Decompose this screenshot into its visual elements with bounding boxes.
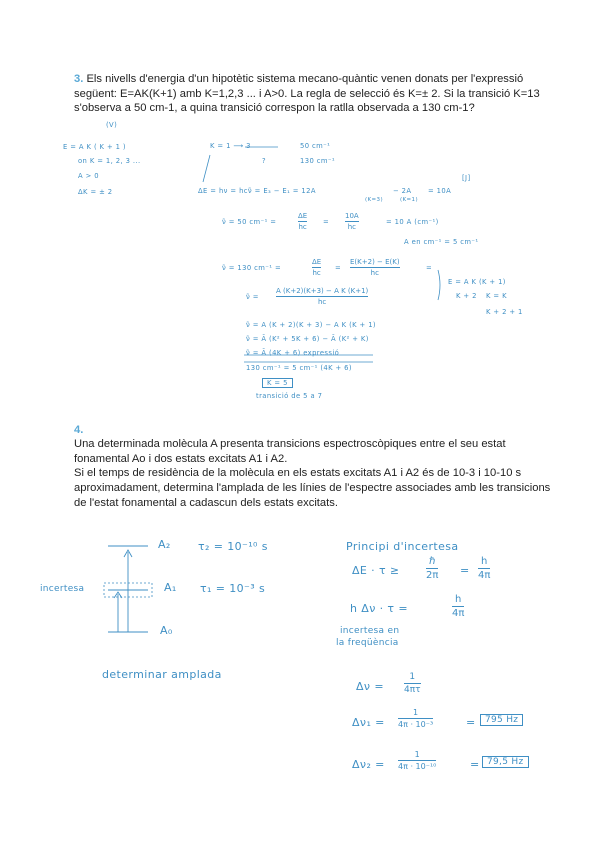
r5-eq: = <box>470 758 480 771</box>
r2-lhs: h Δν · τ = <box>350 602 408 615</box>
q3-wavenumber-50: 50 cm⁻¹ <box>300 142 331 150</box>
q3-result-note: transició de 5 a 7 <box>256 392 323 400</box>
question-4-number: 4. <box>74 423 84 436</box>
q3-eq3-eq: = <box>335 264 342 272</box>
q3-eq3-eq2: = <box>426 264 433 272</box>
q3-given-v: (V) <box>106 121 118 129</box>
q3-eq4-frac: A (K+2)(K+3) − A K (K+1) hc <box>276 287 369 306</box>
q3-eq3-lhs: ν̃ = 130 cm⁻¹ = <box>222 264 282 272</box>
q3-eq3-note-k3: K + 2 + 1 <box>486 308 523 316</box>
q3-eq2-frac1: ΔE hc <box>298 212 308 231</box>
q3-step-4: 130 cm⁻¹ = 5 cm⁻¹ (4K + 6) <box>246 364 352 372</box>
q3-given-a: A > 0 <box>78 172 99 180</box>
q3-eq3-note-k: K = K <box>486 292 507 300</box>
q3-wavenumber-130: 130 cm⁻¹ <box>300 157 336 165</box>
question-3-number: 3. <box>74 73 84 85</box>
q3-given-k: on K = 1, 2, 3 ... <box>78 157 141 165</box>
q3-given-dk: ΔK = ± 2 <box>78 188 113 196</box>
question-3-text: Els nivells d'energia d'un hipotètic sistema mecano-quàntic venen donats per l'expressió següent: E=AK(K+1) amb K=1,2,3 ... i A>0. La regla de selecció és K=± 2. Si la transició K=13 s'observa a 50 cm-1, a quina transició correspon la ratlla observada a 130 cm-1? <box>74 73 540 115</box>
r2-frac: h 4π <box>452 594 465 619</box>
r2-note-1: incertesa en <box>340 626 400 636</box>
q3-eq2-lhs: ν̃ = 50 cm⁻¹ = <box>222 218 277 226</box>
q3-step-3: ν̃ = Ã (4K + 6) expressió <box>246 349 340 357</box>
q3-eq2-rhs: = 10 A (cm⁻¹) <box>386 218 439 226</box>
q3-eq3-note-energy: E = A K (K + 1) <box>448 278 506 286</box>
q3-step-1: ν̃ = A (K + 2)(K + 3) − A K (K + 1) <box>246 321 376 329</box>
r3-frac: 1 4πτ <box>404 672 421 695</box>
incertesa-label: incertesa <box>40 584 85 594</box>
q3-eq1-k3: (K=3) <box>365 197 384 203</box>
q3-eq4-lhs: ν̃ = <box>246 293 259 301</box>
level-a2-label: A₂ <box>158 538 171 551</box>
r2-note-2: la freqüència <box>336 638 399 648</box>
q3-eq2-sub: A en cm⁻¹ = 5 cm⁻¹ <box>404 238 479 246</box>
q3-eq1-minus: − 2A <box>393 187 412 195</box>
tau-2: τ₂ = 10⁻¹⁰ s <box>198 540 268 553</box>
r1-lhs: ΔE · τ ≥ <box>352 564 400 577</box>
determinar-amplada: determinar amplada <box>102 668 222 681</box>
level-a0-label: A₀ <box>160 624 173 637</box>
tau-1: τ₁ = 10⁻³ s <box>200 582 266 595</box>
q3-given-energy: E = A K ( K + 1 ) <box>63 143 126 151</box>
r5-frac: 1 4π · 10⁻¹⁰ <box>398 750 437 771</box>
principi-incertesa: Principi d'incertesa <box>346 540 459 553</box>
r3-lhs: Δν = <box>356 680 384 693</box>
level-a1-label: A₁ <box>164 581 177 594</box>
q3-transition-1: K = 1 ⟶ 3 <box>210 142 251 150</box>
r4-eq: = <box>466 716 476 729</box>
q3-eq3-frac2: E(K+2) − E(K) hc <box>350 258 400 277</box>
r4-frac: 1 4π · 10⁻³ <box>398 708 434 729</box>
q3-step-2: ν̃ = Ã (K² + 5K + 6) − Ã (K² + K) <box>246 335 369 343</box>
q3-eq3-frac1: ΔE hc <box>312 258 322 277</box>
question-4-text: Una determinada molècula A presenta transicions espectroscòpiques entre el seu estat fonamental Ao i dos estats excitats A1 i A2. Si el temps de residència de la molècula en els estats excitats A1 i A2 és de 10-3 i 10-10 s aproximadament, determina l'amplada de les línies de l'espectre associades amb les transicions de l'estat fonamental a cadascun dels estats excitats. <box>74 438 551 509</box>
q3-bracket <box>438 270 440 300</box>
q3-eq1: ΔE = hν = hcν̃ = E₃ − E₁ = 12A <box>198 187 316 195</box>
r4-lhs: Δν₁ = <box>352 716 385 729</box>
r4-result: 795 Hz <box>480 714 523 726</box>
q3-transition-unknown: ? <box>262 157 267 165</box>
r1-eq: = <box>460 564 470 577</box>
r5-lhs: Δν₂ = <box>352 758 385 771</box>
r5-result: 79,5 Hz <box>482 756 529 768</box>
q3-eq2-frac2: 10A hc <box>345 212 359 231</box>
r1-frac1: ℏ 2π <box>426 556 439 581</box>
q3-eq1-result: = 10A <box>428 187 452 195</box>
r1-frac2: h 4π <box>478 556 491 581</box>
q3-eq1-unit: [J] <box>462 174 471 182</box>
q3-result: K = 5 <box>262 378 293 388</box>
q3-eq2-eq: = <box>323 218 330 226</box>
q3-arrow-stroke <box>203 155 210 182</box>
q3-eq3-note-k2: K + 2 <box>456 292 477 300</box>
q3-eq1-k1: (K=1) <box>400 197 419 203</box>
